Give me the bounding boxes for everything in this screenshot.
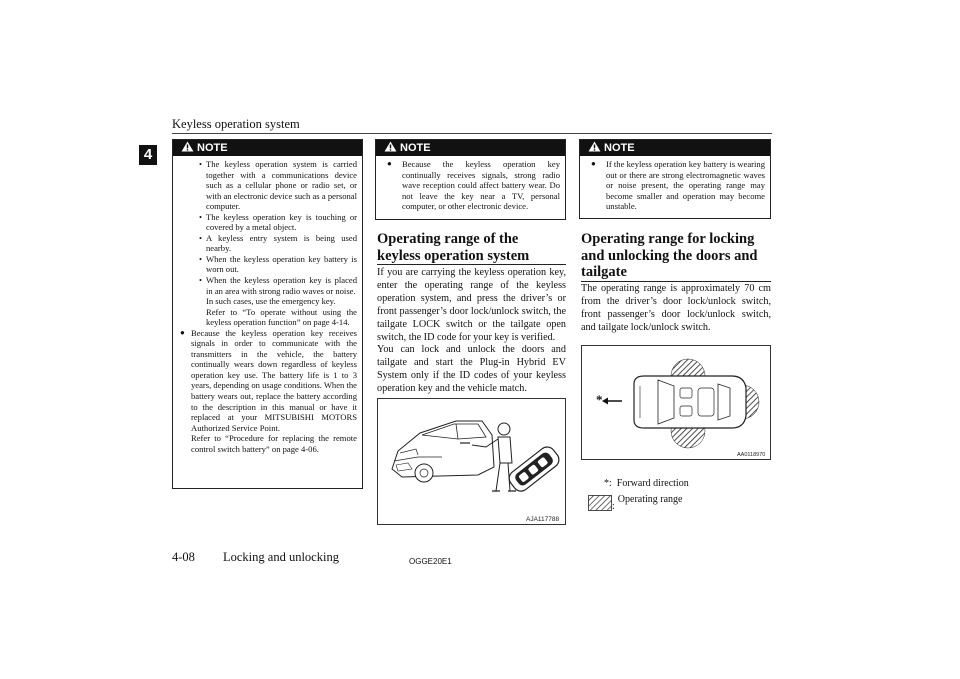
figure-code: AJA117788 — [526, 516, 560, 523]
note-body — [580, 156, 770, 212]
list-item: ● If the keyless operation key battery is wearing out or there are strong electromagnetic waves or noise present, the operating range may become smaller and operation may become unstable. — [591, 159, 765, 212]
document-code: OGGE20E1 — [409, 557, 452, 566]
list-item: • When the keyless operation key battery is worn out. — [199, 253, 357, 275]
running-header: Keyless operation system — [172, 117, 300, 131]
body-paragraph: If you are carrying the keyless operation key, enter the operating range of the keyless operation system, and press the driver’s or front passenger’s door lock/unlock switch, the tailgate LOCK switch or the tailgate open switch, the ID code for your key is verified. You can lock and unlock the doors and tailgate and start the Plug-in Hybrid EV System only if the ID codes of your keyless operation key and the vehicle match. — [377, 267, 566, 395]
car-key-illustration — [378, 399, 565, 524]
legend-star-label: *: — [604, 478, 612, 489]
header-rule — [172, 133, 772, 134]
note-label: NOTE — [400, 142, 431, 154]
page-number: 4-08 — [172, 550, 195, 564]
legend-forward-direction — [604, 478, 689, 489]
note-label: NOTE — [604, 142, 635, 154]
note-box-1 — [172, 139, 363, 489]
warning-icon — [181, 141, 194, 152]
body-paragraph: The operating range is approximately 70 cm from the driver’s door lock/unlock switch, front passenger’s door lock/unlock switch, and tailgate lock/unlock switch. — [581, 283, 771, 333]
figure-operating-range — [581, 345, 771, 460]
chapter-tab: 4 — [139, 145, 157, 165]
list-item: ● Because the keyless operation key continually receives signals, strong radio wave reception could affect battery wear. Do not leave the key near a TV, personal computer, or other electronic device. — [387, 159, 560, 212]
hatch-swatch-icon — [588, 495, 612, 511]
list-item: • The keyless operation key is touching or covered by a metal object. — [199, 211, 357, 233]
list-item: • A keyless entry system is being used nearby. — [199, 232, 357, 254]
legend-star-text: Forward direction — [616, 478, 689, 489]
list-item: • When the keyless operation key is placed in an area with strong radio waves or noise. — [199, 275, 357, 296]
section-title: Operating range of the keyless operation system — [377, 231, 530, 264]
note-header — [580, 140, 770, 156]
note-header — [376, 140, 565, 156]
note-box-2 — [375, 139, 566, 220]
warning-icon — [384, 141, 397, 152]
list-continuation: In such cases, use the emergency key. — [206, 296, 336, 307]
warning-icon — [588, 141, 601, 152]
legend-operating-range — [588, 494, 682, 512]
figure-keyless-operation — [377, 398, 566, 525]
section-rule — [377, 264, 566, 265]
note-body — [173, 156, 362, 454]
list-continuation: Refer to “To operate without using the keyless operation function” on page 4-14. — [206, 306, 357, 328]
note-label: NOTE — [197, 142, 228, 154]
footer-section-title: Locking and unlocking — [223, 550, 339, 564]
note-body — [376, 156, 565, 212]
list-item: • The keyless operation system is carried together with a communications device such as a cellular phone or radio set, or with an electronic device such as a personal computer. — [199, 159, 357, 212]
figure-code: AA0118970 — [737, 452, 766, 458]
list-item: ● Because the keyless operation key receives signals in order to communicate with the transmitters in the vehicle, the battery continually wears down regardless of keyless operation key use. The battery life is 1 to 3 years, depending on usage conditions. When the battery wears out, replace the battery according to the description in this manual or have it replaced at your MITSUBISHI MOTORS Authorized Service Point. — [180, 327, 357, 433]
section-title: Operating range for locking and unlocking the doors and tailgate — [581, 231, 758, 280]
section-rule — [581, 281, 771, 282]
note-header — [173, 140, 362, 156]
operating-range-diagram — [582, 346, 770, 459]
forward-direction-marker: * — [596, 392, 603, 407]
list-continuation: Refer to “Procedure for replacing the remote control switch battery” on page 4-06. — [191, 433, 357, 454]
legend-range-colon: : — [612, 501, 615, 512]
legend-range-text: Operating range — [617, 494, 683, 505]
note-box-3 — [579, 139, 771, 219]
